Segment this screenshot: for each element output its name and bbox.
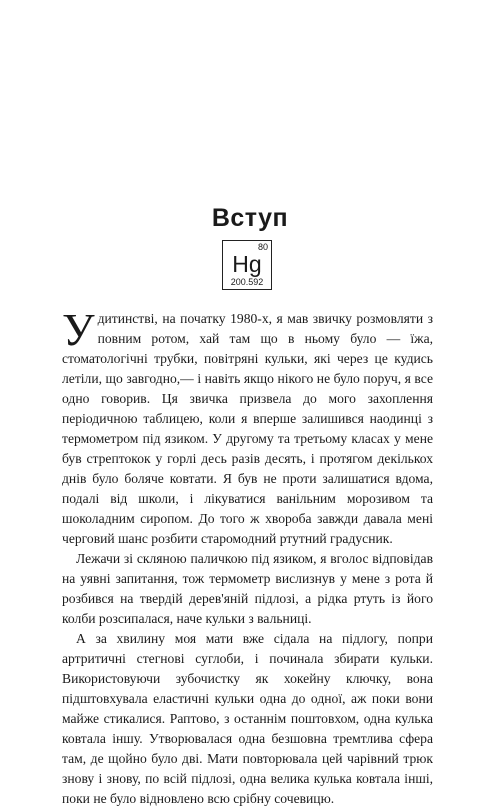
atomic-number: 80 <box>257 242 268 252</box>
element-symbol: Hg <box>232 251 262 277</box>
chapter-title: Вступ <box>211 204 289 232</box>
periodic-element-tile <box>222 240 272 290</box>
paragraph <box>62 304 433 549</box>
paragraph-text: дитинстві, на початку 1980-х, я мав звичку розмовляти з повним ротом, хай там що в ньому було — їжа, стоматологічні трубки, повітряні кульки, які через це кудись летіли, що завгодно,— і навіть якщо нікого не було поруч, я все одно говорив. Ця звичка призвела до мого захоплення періодичною таблицею, коли я вперше залишився наодинці з термометром під язиком. У другому та третьому класах у мене був стрептокок у горлі десь разів десять, і протягом декількох днів було боляче ковтати. Я був не проти залишатися вдома, подалі від школи, і лікуватися ванільним морозивом та шоколадним сиропом. До того ж хвороба завжди давала мені черговий шанс розбити старомодний ртутний градусник. <box>62 311 433 546</box>
paragraph: Лежачи зі скляною паличкою під язиком, я вголос відповідав на уявні запитання, тож термометр вислизнув у мене з рота й розбився на твердій дерев'яній підлозі, а рідка ртуть із його колби розсипалася, наче кульки з вальниці. <box>62 551 433 626</box>
paragraph: А за хвилину моя мати вже сідала на підлогу, попри артритичні стегнові суглоби, і починала збирати кульки. Використовуючи зубочистку як хокейну ключку, вона підштовхувала еластичні кульки одна до одної, аж поки вони майже стикалися. Раптово, з останнім поштовхом, одна кулька ковтала іншу. Утворювалася одна безшовна тремтлива сфера там, де щойно було дві. Мати повторювала цей чарівний трюк знову і знову, по всій підлозі, одна велика кулька ковтала інші, поки не було відновлено всю срібну сочевицю. <box>62 631 433 806</box>
drop-cap: У <box>62 304 95 355</box>
atomic-mass: 200.592 <box>230 277 264 287</box>
chapter-body <box>62 304 433 809</box>
